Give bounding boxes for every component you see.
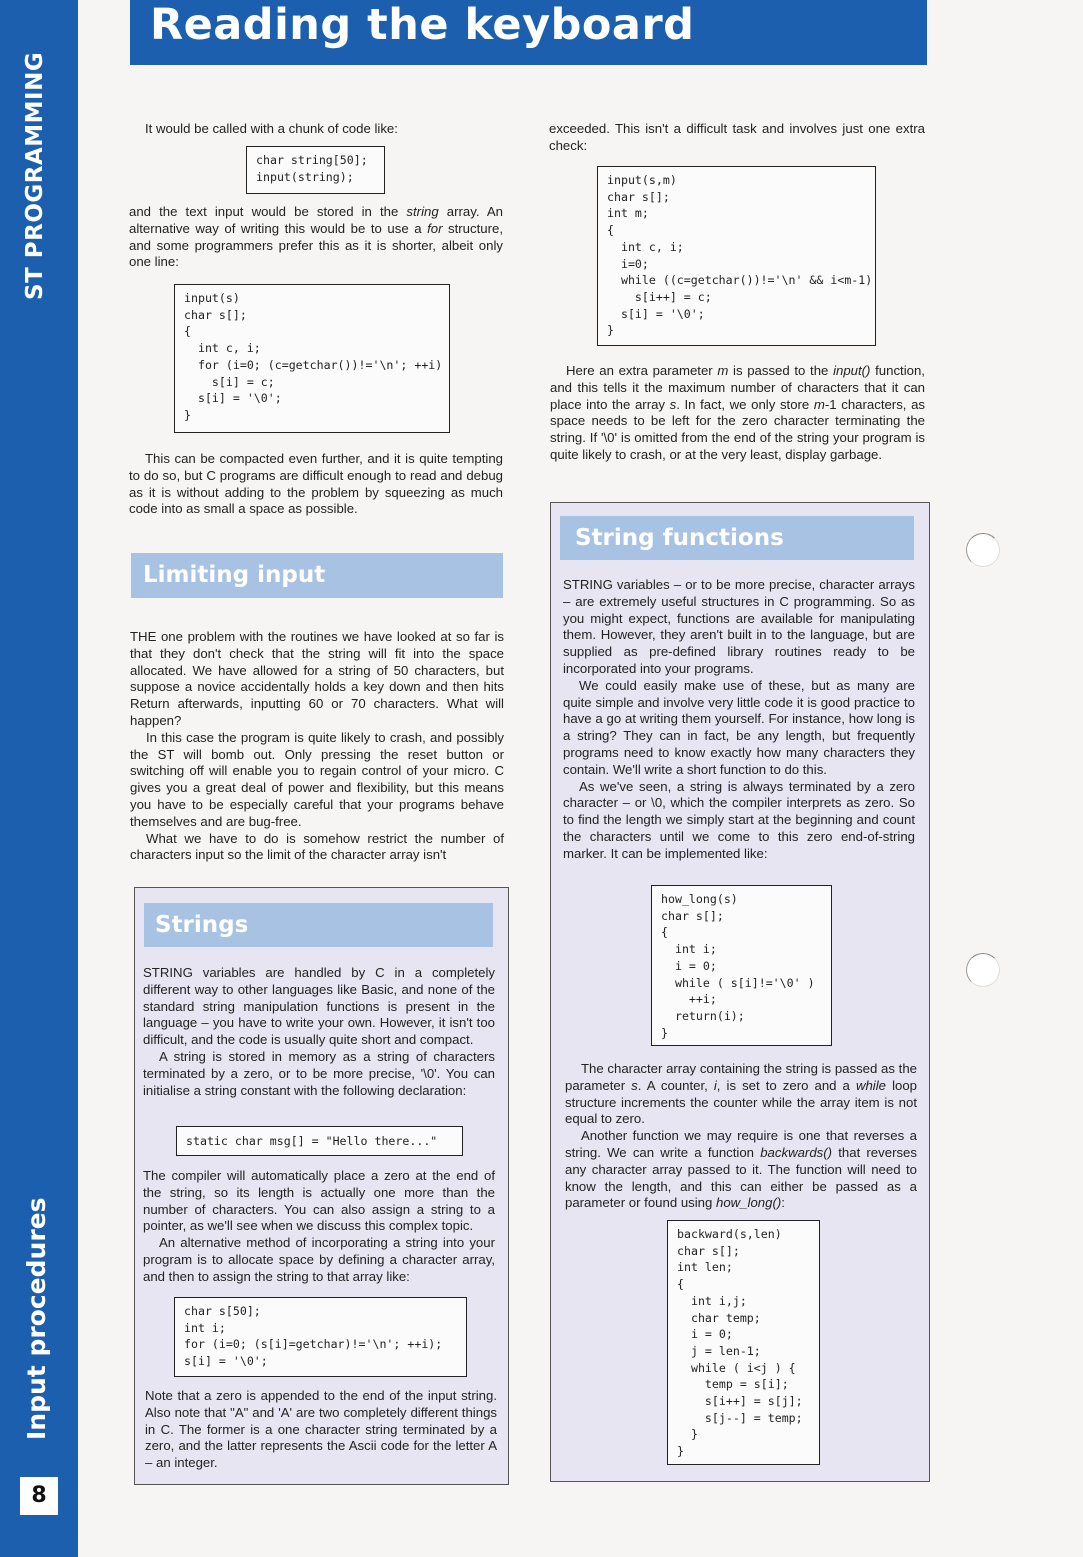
code-block-call: char string[50]; input(string); <box>246 146 385 194</box>
limiting-input-text: THE one problem with the routines we have looked at so far is that they don't check that the string will fit into the space allocated. We have allowed for a string of 50 characters, but suppose a novice accidentally holds a key down and then hits Return afterwards, inputting 60 or 70 characters. What will happen? In this case the program is quite likely to crash, and possibly the ST will bomb out. Only pressing the reset button or switching off will enable you to regain control of your micro. C gives you a great deal of power and flexibility, but this means you have to be especially careful that your programs behave themselves and are bug-free. What we have to do is somehow restrict the number of characters input so the limit of the character array isn't <box>130 629 504 863</box>
string-functions-text-1: STRING variables – or to be more precise, character arrays – are extremely useful structures in C programming. So as you might expect, functions are available for manipulating them. However, they aren't built in to the language, but are supplied as pre-defined library routines ready to be incorporated into your programs. We could easily make use of these, but as many are quite simple and involve very little code it is good practice to have a go at writing them yourself. For instance, how long is a string? They can in fact, be any length, but frequently programs need to know exactly how many characters they contain. We'll write a short function to do this. As we've seen, a string is always terminated by a zero character – or \0, which the compiler interprets as zero. So to find the length we simply start at the beginning and count the characters until we come to this zero end-of-string marker. It can be implemented like: <box>563 577 915 861</box>
binder-hole-top <box>966 533 1000 567</box>
chapter-label: Input procedures <box>22 1197 51 1440</box>
sidebar <box>0 0 78 1557</box>
code-block-static-char: static char msg[] = "Hello there..." <box>176 1126 463 1156</box>
page-number: 8 <box>20 1477 58 1515</box>
section-label: ST PROGRAMMING <box>22 51 48 300</box>
code-block-how-long: how_long(s) char s[]; { int i; i = 0; while ( s[i]!='\0' ) ++i; return(i); } <box>651 885 832 1046</box>
code-block-input-limit: input(s,m) char s[]; int m; { int c, i; i=0; while ((c=getchar())!='\n' && i<m-1) s[i++] = c; s[i] = '\0'; } <box>597 166 876 346</box>
paragraph-for-structure: and the text input would be stored in the string array. An alternative way of writing this would be to use a for structure, and some programmers prefer this as it is shorter, albeit only one line: <box>129 204 503 270</box>
page-title: Reading the keyboard <box>150 0 695 50</box>
code-block-char-array: char s[50]; int i; for (i=0; (s[i]=getchar)!='\n'; ++i); s[i] = '\0'; <box>174 1297 467 1377</box>
heading-string-functions: String functions <box>560 516 914 560</box>
exceeded-text: exceeded. This isn't a difficult task and involves just one extra check: <box>549 121 925 153</box>
strings-text-1: STRING variables are handled by C in a completely different way to other languages like Basic, and none of the standard string manipulation functions is present in the language – you have to write your own. However, it isn't too difficult, and the code is usually quite short and compact. A string is stored in memory as a string of characters terminated by a zero, or to be more precise, '\0'. You can initialise a string constant with the following declaration: <box>143 965 495 1098</box>
strings-text-2: The compiler will automatically place a zero at the end of the string, so its length is actually one more than the number of characters. You can also assign a string to a pointer, as we'll see when we discuss this complex topic. An alternative method of incorporating a string into your program is to allocate space by defining a character array, and then to assign the string to that array like: <box>143 1168 495 1284</box>
binder-hole-bottom <box>966 953 1000 987</box>
paragraph-compacted: This can be compacted even further, and it is quite tempting to do so, but C programs are difficult enough to read and debug as it is without adding to the problem by squeezing as much code into as small a space as possible. <box>129 451 503 517</box>
heading-strings: Strings <box>144 903 493 947</box>
string-functions-text-2: The character array containing the string is passed as the parameter s. A counter, i, is set to zero and a while loop structure increments the counter while the array item is not equal to zero. Another function we may require is one that reverses a string. We can write a function backwards() that reverses any character array passed to it. The function will need to know the length, and this can either be passed as a parameter or found using how_long(): <box>565 1061 918 1211</box>
title-bar <box>130 0 927 65</box>
heading-limiting-input: Limiting input <box>131 553 503 598</box>
strings-text-3: Note that a zero is appended to the end of the input string. Also note that "A" and 'A' are two completely different things in C. The former is a one character string terminated by a zero, and the latter represents the Ascii code for the letter A – an integer. <box>145 1388 497 1471</box>
paragraph-extra-parameter: Here an extra parameter m is passed to the input() function, and this tells it the maximum number of characters that it can place into the array s. In fact, we only store m-1 characters, as space needs to be left for the zero character terminating the string. If '\0' is omitted from the end of the string your program is quite likely to crash, or at the very least, display garbage. <box>550 363 926 462</box>
code-block-backward: backward(s,len) char s[]; int len; { int i,j; char temp; i = 0; j = len-1; while ( i<j ) { temp = s[i]; s[i++] = s[j]; s[j--] = temp; } } <box>667 1220 820 1465</box>
intro-text <box>145 121 515 138</box>
code-block-input-for: input(s) char s[]; { int c, i; for (i=0; (c=getchar())!='\n'; ++i) s[i] = c; s[i] = '\0'; } <box>174 284 450 433</box>
intro-paragraph: It would be called with a chunk of code like: <box>145 121 398 136</box>
